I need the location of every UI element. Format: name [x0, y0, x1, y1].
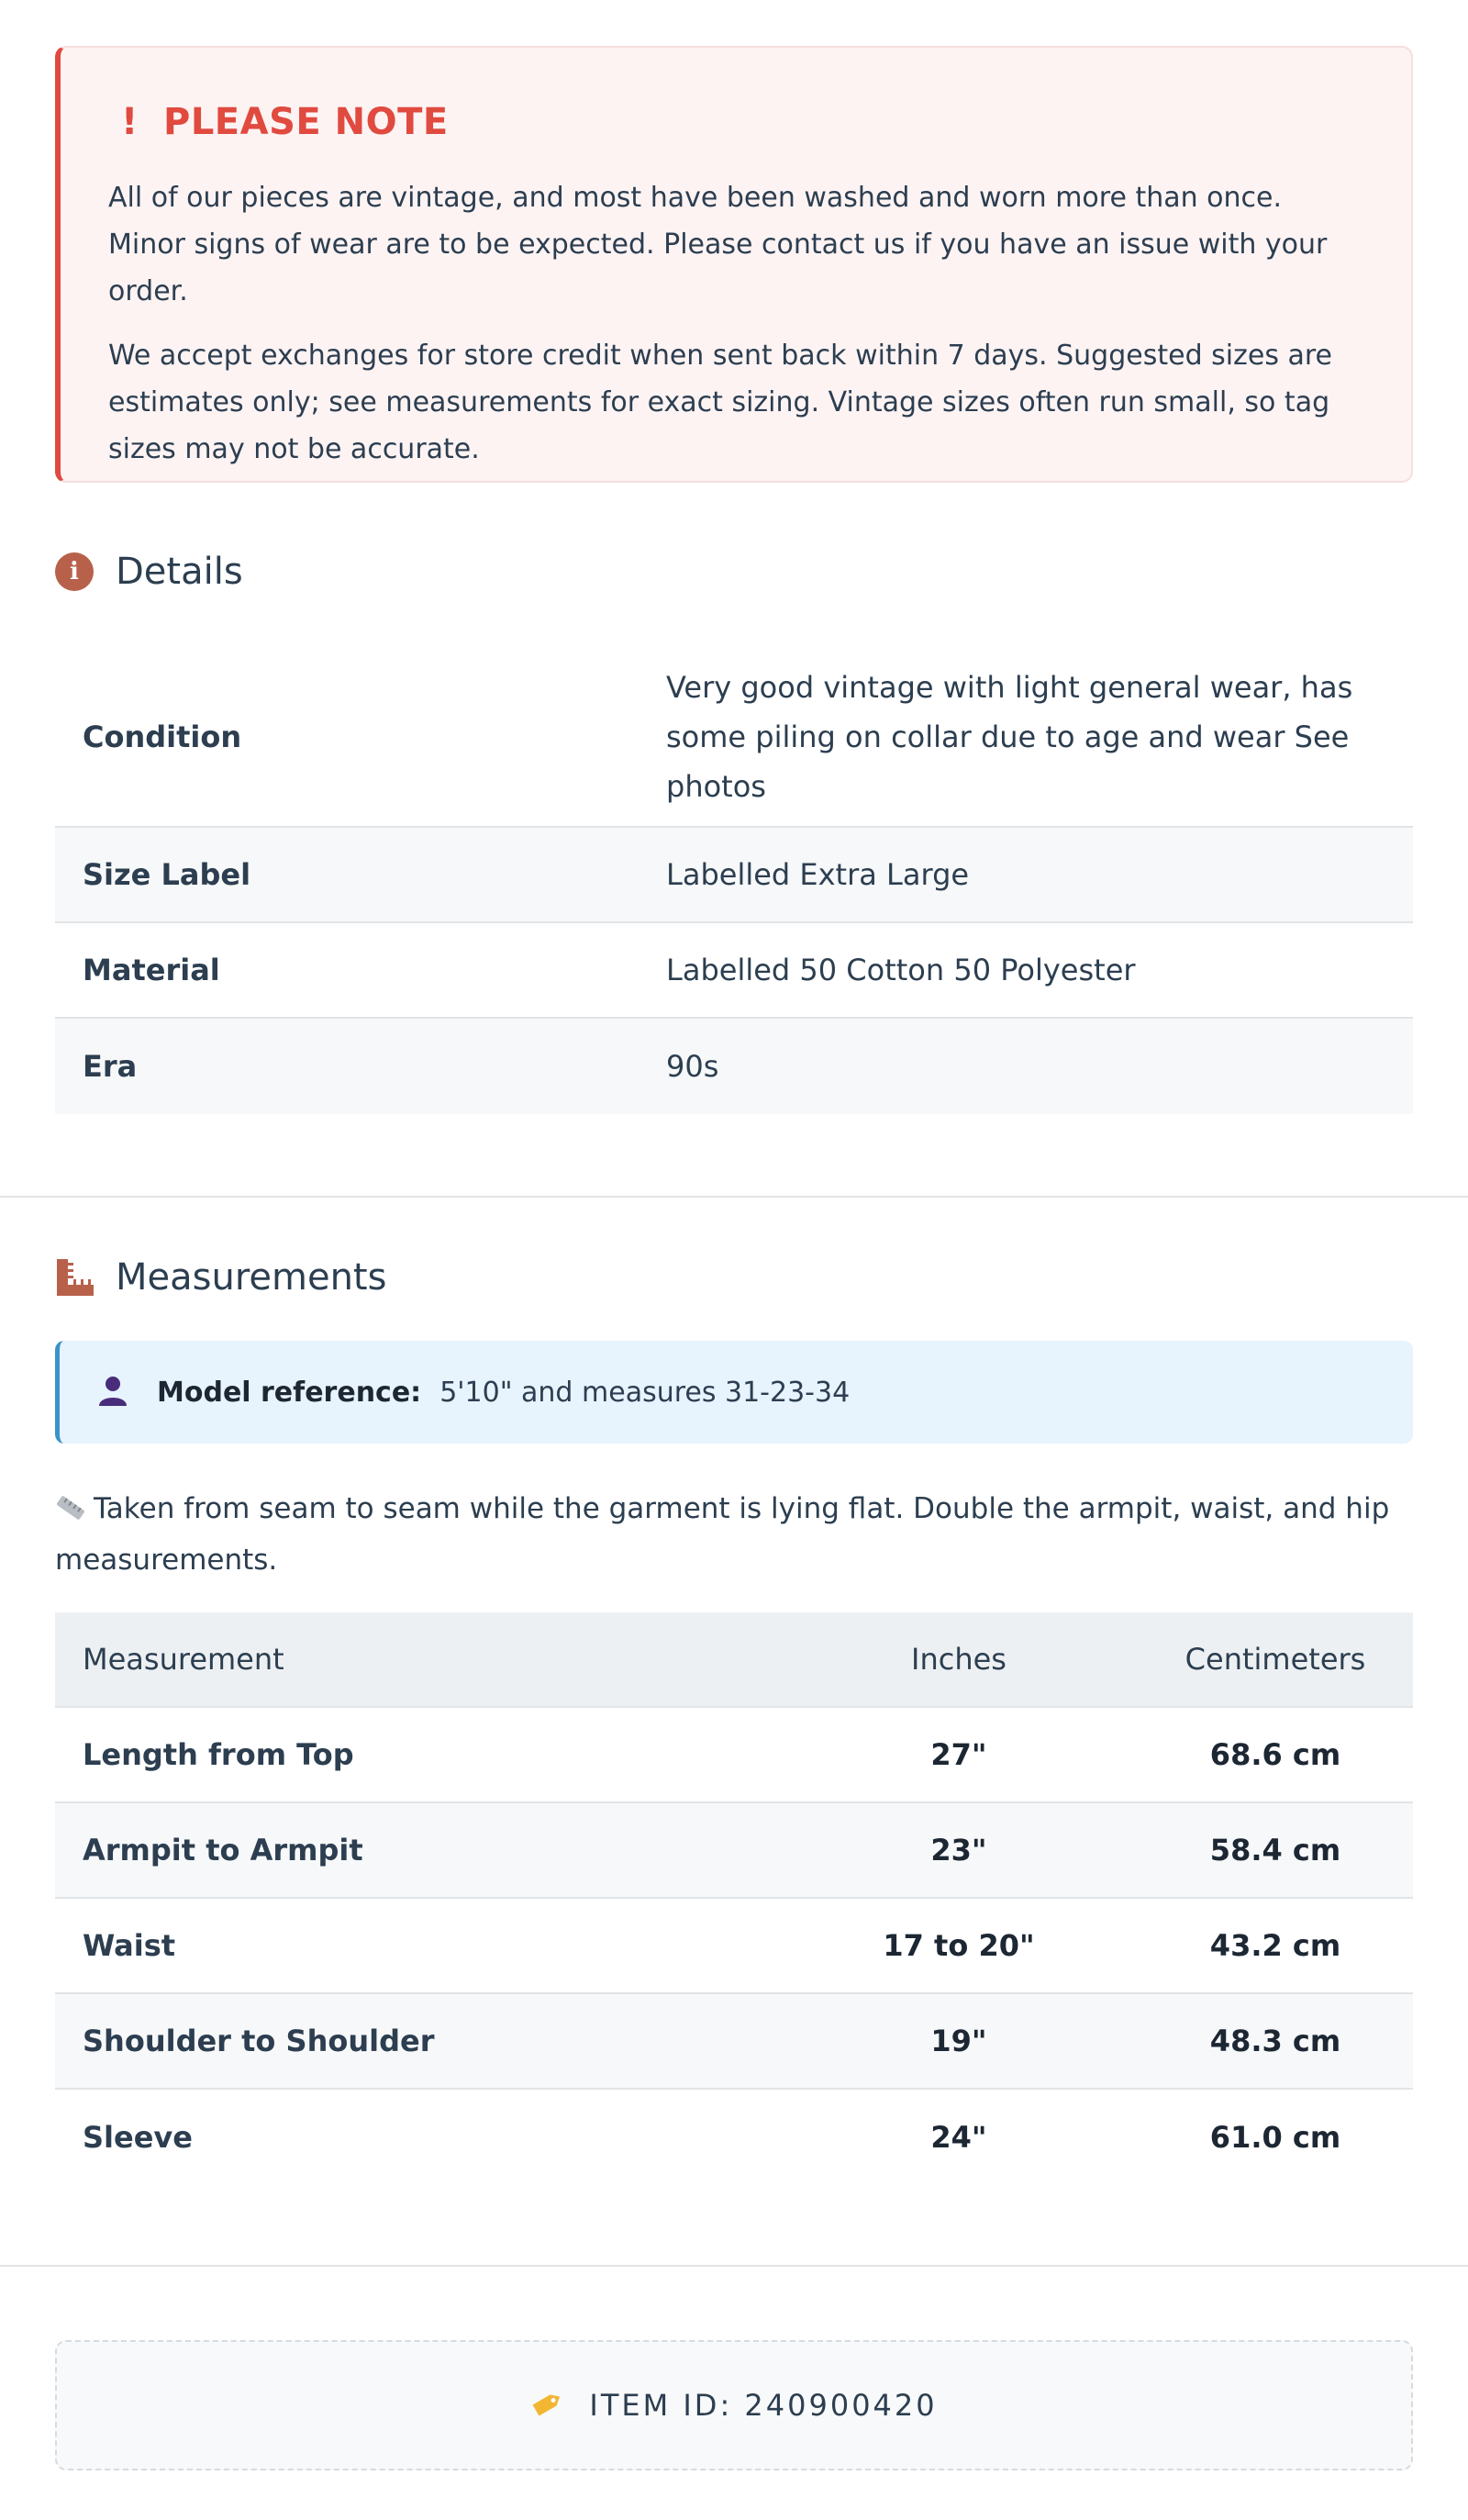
model-reference-label: Model reference: — [157, 1376, 422, 1409]
measurement-tip — [55, 1485, 1413, 1584]
detail-label: Size Label — [83, 857, 251, 892]
measurement-inches: 17 to 20" — [883, 1928, 1035, 1963]
table-header-row — [55, 1612, 1413, 1708]
note-title: PLEASE NOTE — [163, 101, 449, 143]
measurement-inches: 27" — [930, 1737, 987, 1772]
detail-value: 90s — [666, 1049, 719, 1084]
measurement-cm: 61.0 cm — [1209, 2120, 1341, 2155]
measurement-inches: 19" — [930, 2024, 987, 2058]
item-id-text: ITEM ID: 240900420 — [589, 2388, 938, 2423]
measurement-name: Length from Top — [83, 1737, 354, 1772]
table-row — [55, 923, 1413, 1019]
model-reference-box — [55, 1341, 1413, 1444]
detail-value: Labelled 50 Cotton 50 Polyester — [666, 953, 1136, 987]
measurement-name: Sleeve — [83, 2120, 193, 2155]
table-row — [55, 1803, 1413, 1899]
details-table — [55, 647, 1413, 1114]
detail-label: Material — [83, 953, 220, 987]
table-row — [55, 2090, 1413, 2185]
column-header-centimeters: Centimeters — [1184, 1642, 1366, 1677]
measurements-title: Measurements — [116, 1256, 387, 1299]
measurement-cm: 43.2 cm — [1209, 1928, 1341, 1963]
table-row — [55, 828, 1413, 923]
section-divider — [0, 1196, 1468, 1198]
ruler-small-icon — [55, 1489, 86, 1536]
table-row — [55, 1019, 1413, 1114]
table-row — [55, 647, 1413, 828]
measurements-table — [55, 1612, 1413, 2185]
measurement-name: Waist — [83, 1928, 176, 1963]
person-icon — [96, 1374, 129, 1411]
measurement-cm: 48.3 cm — [1209, 2024, 1341, 2058]
details-section-header — [55, 544, 1413, 599]
detail-label: Condition — [83, 719, 242, 754]
column-header-measurement: Measurement — [83, 1642, 284, 1677]
table-row — [55, 1994, 1413, 2090]
measurement-name: Armpit to Armpit — [83, 1833, 363, 1868]
column-header-inches: Inches — [911, 1642, 1006, 1677]
note-paragraph: We accept exchanges for store credit when sent back within 7 days. Suggested sizes are estimates only; see measurements for exact sizing. Vintage sizes often run small, so tag sizes may not be accurate. — [108, 340, 1333, 465]
note-header — [108, 99, 1363, 145]
detail-value: Very good vintage with light general wear, has some piling on collar due to age and wear See photos — [666, 669, 1353, 804]
measurement-name: Shoulder to Shoulder — [83, 2024, 435, 2058]
table-row — [55, 1899, 1413, 1994]
measurement-tip-text: Taken from seam to seam while the garment is lying flat. Double the armpit, waist, and hip measurements. — [55, 1492, 1390, 1577]
measurement-inches: 24" — [930, 2120, 987, 2155]
ruler-icon — [55, 1257, 116, 1298]
detail-label: Era — [83, 1049, 138, 1084]
section-divider — [0, 2265, 1468, 2267]
measurement-inches: 23" — [930, 1833, 987, 1868]
detail-value: Labelled Extra Large — [666, 857, 970, 892]
table-row — [55, 1708, 1413, 1803]
measurement-cm: 68.6 cm — [1209, 1737, 1341, 1772]
info-icon: i — [55, 552, 116, 591]
note-box — [55, 46, 1413, 483]
measurements-section-header — [55, 1250, 1413, 1305]
item-id-box — [55, 2340, 1413, 2470]
exclamation-icon: ! — [121, 101, 139, 143]
measurement-cm: 58.4 cm — [1209, 1833, 1341, 1868]
tag-icon — [530, 2388, 565, 2423]
note-paragraph: All of our pieces are vintage, and most have been washed and worn more than once. Minor signs of wear are to be expected. Please contact us if you have an issue with your order. — [108, 182, 1328, 307]
details-title: Details — [116, 551, 243, 593]
model-reference-value: 5'10" and measures 31-23-34 — [439, 1376, 851, 1409]
